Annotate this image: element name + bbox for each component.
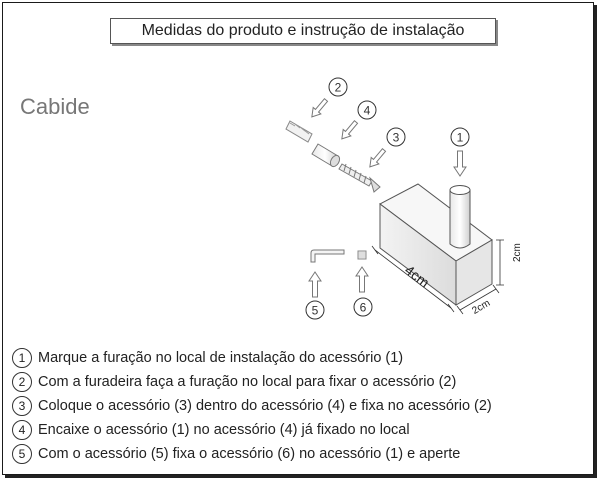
step-number: 3 <box>12 396 32 416</box>
callout-1 <box>451 128 469 146</box>
step-text: Coloque o acessório (3) dentro do acessório (4) e fixa no acessório (2) <box>38 398 492 415</box>
arrow-icon <box>356 267 368 292</box>
callout-2 <box>329 78 347 96</box>
step-number: 4 <box>12 420 32 440</box>
step-text: Com o acessório (5) fixa o acessório (6) no acessório (1) e aperte <box>38 446 461 463</box>
set-screw-icon <box>358 251 366 259</box>
callout-1-label: 1 <box>456 130 464 145</box>
step-text: Encaixe o acessório (1) no acessório (4) já fixado no local <box>38 422 410 439</box>
callout-5-label: 5 <box>311 303 319 318</box>
screw-icon <box>339 164 380 192</box>
step-number: 5 <box>12 444 32 464</box>
step-number: 1 <box>12 348 32 368</box>
callout-5 <box>306 301 324 319</box>
instruction-step-3 <box>12 396 492 416</box>
callout-6 <box>354 298 372 316</box>
hook-block-icon <box>380 184 492 305</box>
wall-plug-icon <box>286 121 312 142</box>
callout-4 <box>358 101 376 119</box>
connector-icon <box>312 144 341 168</box>
instruction-step-5 <box>12 444 460 464</box>
allen-key-icon <box>311 250 344 262</box>
instruction-step-2 <box>12 372 456 392</box>
instruction-step-1 <box>12 348 403 368</box>
step-text: Marque a furação no local de instalação do acessório (1) <box>38 350 404 367</box>
page-title: Medidas do produto e instrução de instalação <box>110 18 496 44</box>
step-text: Com a furadeira faça a furação no local para fixar o acessório (2) <box>38 374 457 391</box>
callout-4-label: 4 <box>363 103 371 118</box>
callout-2-label: 2 <box>334 80 342 95</box>
step-number: 2 <box>12 372 32 392</box>
instruction-step-4 <box>12 420 410 440</box>
arrow-icon <box>366 147 388 170</box>
arrow-icon <box>308 97 330 120</box>
height-dimension-label: 2cm <box>512 243 523 262</box>
callout-3 <box>387 128 405 146</box>
callout-6-label: 6 <box>359 300 367 315</box>
product-name: Cabide <box>20 94 90 119</box>
width-dimension-label: 2cm <box>470 297 493 317</box>
arrow-icon <box>454 151 466 176</box>
length-dimension-label: 4cm <box>401 261 433 291</box>
callout-3-label: 3 <box>392 130 400 145</box>
arrow-icon <box>338 119 360 142</box>
arrow-icon <box>309 272 321 297</box>
